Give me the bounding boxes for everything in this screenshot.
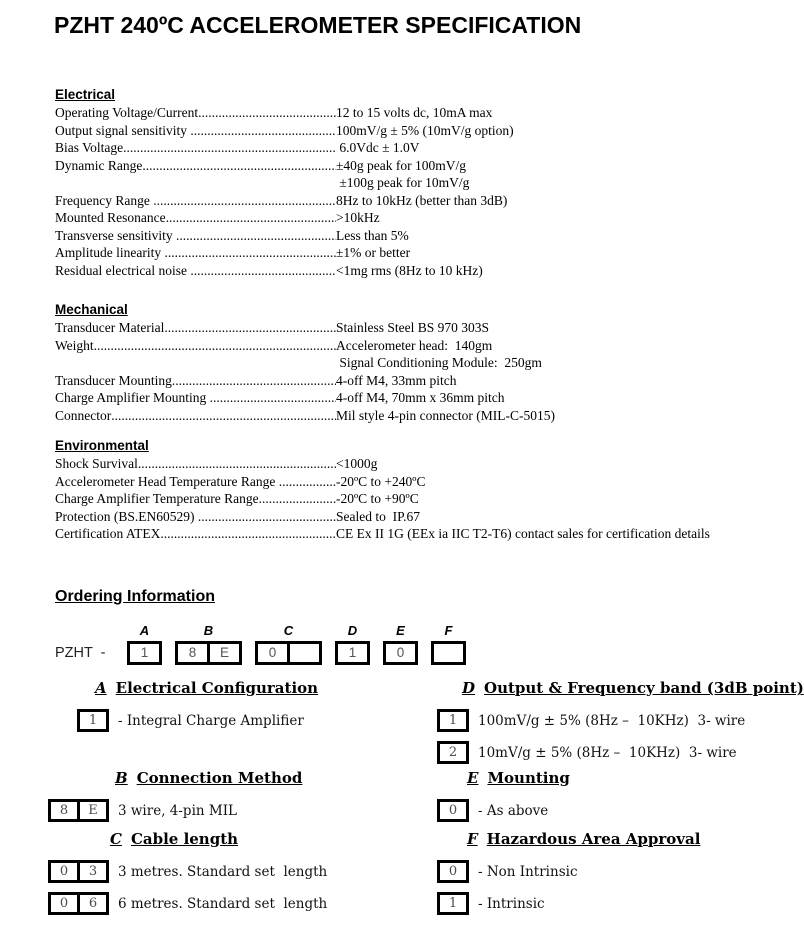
spec-label-text: Certification ATEX	[55, 526, 161, 541]
spec-label	[55, 209, 336, 227]
dot-leader	[164, 319, 336, 337]
spec-value: Sealed to IP.67	[336, 508, 420, 524]
spec-value: <1mg rms (8Hz to 10 kHz)	[336, 262, 483, 278]
spec-rows-electrical	[55, 104, 795, 279]
spec-label	[55, 319, 336, 337]
spec-label	[55, 455, 336, 473]
spec-label-text: Bias Voltage	[55, 140, 124, 155]
option-title-e: Mounting	[487, 769, 570, 787]
spec-label	[55, 139, 336, 157]
spec-value: ±40g peak for 100mV/g	[336, 157, 467, 173]
spec-label-text: Output signal sensitivity	[55, 122, 191, 138]
option-code-cell: 8	[59, 803, 69, 818]
spec-label-text: Transducer Material	[55, 320, 165, 335]
option-heading-e	[437, 769, 802, 788]
spec-label-text: Accelerometer Head Temperature Range	[55, 473, 279, 489]
section-mechanical	[55, 301, 795, 424]
spec-value: 12 to 15 volts dc, 10mA max	[336, 105, 493, 120]
option-letter-f: F	[467, 830, 478, 848]
dot-leader	[164, 244, 336, 262]
section-heading-mechanical: Mechanical	[55, 302, 128, 317]
option-heading-a	[48, 679, 400, 698]
dot-leader	[176, 227, 336, 245]
spec-row	[55, 192, 795, 210]
option-code-cell: 1	[448, 896, 458, 911]
option-heading-f	[437, 830, 802, 849]
spec-label-text: Shock Survival	[55, 456, 138, 471]
spec-label-text: Residual electrical noise	[55, 262, 191, 278]
spec-value: CE Ex II 1G (EEx ia IIC T2-T6) contact sales for certification details	[336, 526, 710, 541]
option-code-cell: 2	[448, 745, 458, 760]
option-title-a: Electrical Configuration	[115, 679, 319, 697]
code-box-a	[127, 641, 162, 665]
dot-leader	[138, 455, 336, 473]
option-code-box	[437, 741, 469, 764]
spec-row	[55, 227, 795, 245]
option-code-cell: 0	[448, 803, 458, 818]
option-row	[48, 892, 400, 915]
spec-label	[55, 508, 336, 526]
spec-label-text: Dynamic Range	[55, 157, 143, 173]
order-code-group-a	[127, 624, 162, 665]
dot-leader	[210, 389, 336, 407]
dot-leader	[94, 337, 336, 355]
option-code-cell: 0	[448, 864, 458, 879]
code-box-e	[383, 641, 418, 665]
spec-value: 4-off M4, 70mm x 36mm pitch	[336, 390, 505, 405]
spec-label-text: Transducer Mounting	[55, 372, 172, 388]
spec-value: 6.0Vdc ± 1.0V	[336, 140, 420, 155]
code-letter-c: C	[283, 623, 294, 638]
option-row	[437, 741, 802, 764]
option-row	[437, 799, 802, 822]
spec-label-text: Weight	[55, 337, 94, 353]
spec-row	[55, 157, 795, 175]
option-code-box	[437, 709, 469, 732]
spec-row	[55, 337, 795, 355]
dot-leader	[55, 354, 336, 372]
dot-leader	[55, 174, 336, 192]
code-box-b	[175, 641, 242, 665]
option-description: 6 metres. Standard set length	[118, 895, 328, 912]
option-code-box	[48, 799, 109, 822]
section-environmental	[55, 437, 795, 543]
option-row	[437, 709, 802, 732]
option-heading-c	[48, 830, 400, 849]
ordering-code-row	[55, 624, 479, 665]
option-code-cell: 1	[88, 713, 98, 728]
ordering-code-prefix: PZHT -	[55, 645, 106, 661]
spec-row	[55, 244, 795, 262]
option-section-f	[437, 830, 802, 924]
spec-value: ±100g peak for 10mV/g	[336, 175, 470, 190]
spec-label	[55, 192, 336, 210]
spec-value: Signal Conditioning Module: 250gm	[336, 355, 542, 370]
dot-leader	[279, 473, 336, 491]
spec-label	[55, 244, 336, 262]
option-section-b	[48, 769, 400, 831]
option-description: - As above	[478, 802, 549, 819]
spec-row	[55, 354, 795, 372]
spec-row	[55, 455, 795, 473]
code-letter-f: F	[444, 623, 453, 638]
option-description: 3 metres. Standard set length	[118, 863, 328, 880]
page-title: PZHT 240ºC ACCELEROMETER SPECIFICATION	[54, 12, 582, 38]
spec-row	[55, 473, 795, 491]
spec-label-text: Charge Amplifier Mounting	[55, 390, 210, 405]
spec-label-text: Protection (BS.EN60529)	[55, 508, 198, 524]
option-code-box	[437, 799, 469, 822]
option-letter-a: A	[95, 679, 107, 697]
spec-value: Accelerometer head: 140gm	[336, 337, 493, 353]
option-section-a	[48, 679, 400, 741]
spec-label	[55, 122, 336, 140]
section-heading-electrical: Electrical	[55, 87, 116, 102]
spec-row	[55, 372, 795, 390]
spec-value: Stainless Steel BS 970 303S	[336, 320, 490, 335]
spec-value: -20ºC to +90ºC	[336, 491, 419, 506]
spec-value: Less than 5%	[336, 227, 409, 243]
dot-leader	[198, 104, 336, 122]
dot-leader	[142, 157, 336, 175]
section-heading-environmental: Environmental	[55, 438, 149, 453]
code-letter-b: B	[203, 623, 214, 638]
option-title-d: Output & Frequency band (3dB point)	[484, 679, 804, 697]
spec-row	[55, 407, 795, 425]
code-box-d	[335, 641, 370, 665]
option-description: 100mV/g ± 5% (8Hz – 10KHz) 3- wire	[478, 712, 746, 729]
code-cell: 1	[348, 645, 357, 660]
spec-label	[55, 262, 336, 280]
spec-row	[55, 139, 795, 157]
code-letter-d: D	[347, 623, 358, 638]
option-row	[48, 799, 400, 822]
spec-label-text: Transverse sensitivity	[55, 227, 176, 243]
spec-label	[55, 354, 336, 372]
spec-value: 100mV/g ± 5% (10mV/g option)	[336, 122, 514, 138]
spec-rows-environmental	[55, 455, 795, 543]
option-description: - Intrinsic	[478, 895, 545, 912]
spec-sections	[55, 86, 795, 543]
option-title-f: Hazardous Area Approval	[486, 830, 701, 848]
spec-value: Mil style 4-pin connector (MIL-C-5015)	[336, 407, 555, 423]
option-description: 3 wire, 4-pin MIL	[118, 802, 237, 819]
order-code-group-e	[383, 624, 418, 665]
spec-label	[55, 227, 336, 245]
spec-label	[55, 407, 336, 425]
spec-row	[55, 508, 795, 526]
spec-label	[55, 174, 336, 192]
spec-label-text: Amplitude linearity	[55, 245, 165, 260]
code-cell: 1	[140, 645, 149, 660]
dot-leader	[190, 262, 336, 280]
spec-value: >10kHz	[336, 210, 380, 225]
option-code-box	[48, 860, 109, 883]
option-code-cell: 0	[59, 896, 69, 911]
spec-row	[55, 262, 795, 280]
option-code-cell: 6	[77, 895, 106, 912]
dot-leader	[190, 122, 336, 140]
option-row	[48, 860, 400, 883]
order-code-group-c	[255, 624, 322, 665]
spec-value: ±1% or better	[336, 245, 411, 260]
spec-label	[55, 104, 336, 122]
option-code-box	[437, 860, 469, 883]
spec-label-text: Charge Amplifier Temperature Range	[55, 491, 259, 506]
order-code-group-b	[175, 624, 242, 665]
dot-leader	[160, 525, 336, 543]
option-letter-d: D	[462, 679, 476, 697]
spec-value: <1000g	[336, 456, 378, 471]
option-row	[437, 892, 802, 915]
spec-label-text: Operating Voltage/Current	[55, 105, 199, 120]
option-code-cell: 1	[448, 713, 458, 728]
code-cell: 8	[188, 645, 197, 660]
code-cell	[434, 644, 463, 662]
spec-label-text: Mounted Resonance	[55, 210, 166, 225]
spec-label	[55, 525, 336, 543]
section-electrical	[55, 86, 795, 279]
code-box-f	[431, 641, 466, 665]
option-description: 10mV/g ± 5% (8Hz – 10KHz) 3- wire	[478, 744, 737, 761]
code-box-c	[255, 641, 322, 665]
dot-leader	[259, 490, 336, 508]
code-cell: 0	[268, 645, 277, 660]
spec-row	[55, 389, 795, 407]
code-cell: E	[207, 644, 239, 662]
spec-row	[55, 319, 795, 337]
option-section-d	[437, 679, 802, 773]
spec-rows-mechanical	[55, 319, 795, 424]
dot-leader	[123, 139, 336, 157]
spec-row	[55, 122, 795, 140]
option-letter-b: B	[115, 769, 128, 787]
option-heading-b	[48, 769, 400, 788]
spec-row	[55, 525, 795, 543]
option-letter-e: E	[467, 769, 479, 787]
option-section-c	[48, 830, 400, 924]
option-row	[48, 709, 400, 732]
option-code-box	[437, 892, 469, 915]
order-code-group-d	[335, 624, 370, 665]
dot-leader	[153, 192, 336, 210]
option-section-e	[437, 769, 802, 831]
dot-leader	[166, 209, 336, 227]
dot-leader	[111, 407, 336, 425]
spec-label	[55, 473, 336, 491]
spec-label-text: Frequency Range	[55, 192, 154, 208]
option-code-box	[77, 709, 109, 732]
code-cell: 0	[396, 645, 405, 660]
spec-row	[55, 174, 795, 192]
code-letter-e: E	[396, 623, 405, 638]
spec-label	[55, 337, 336, 355]
option-description: - Integral Charge Amplifier	[118, 712, 304, 729]
spec-label	[55, 157, 336, 175]
dot-leader	[172, 372, 336, 390]
spec-row	[55, 104, 795, 122]
spec-label	[55, 490, 336, 508]
option-title-c: Cable length	[130, 830, 239, 848]
dot-leader	[198, 508, 336, 526]
ordering-information-heading: Ordering Information	[55, 588, 215, 605]
spec-row	[55, 490, 795, 508]
option-code-cell: 3	[77, 863, 106, 880]
spec-value: 4-off M4, 33mm pitch	[336, 372, 457, 388]
option-code-cell: E	[77, 802, 106, 819]
option-heading-d	[437, 679, 802, 698]
option-row	[437, 860, 802, 883]
spec-value: 8Hz to 10kHz (better than 3dB)	[336, 192, 508, 208]
option-letter-c: C	[110, 830, 122, 848]
option-code-box	[48, 892, 109, 915]
spec-label	[55, 372, 336, 390]
code-letter-a: A	[139, 623, 150, 638]
spec-label	[55, 389, 336, 407]
option-code-cell: 0	[59, 864, 69, 879]
spec-row	[55, 209, 795, 227]
spec-label-text: Connector	[55, 407, 112, 423]
option-description: - Non Intrinsic	[478, 863, 578, 880]
spec-value: -20ºC to +240ºC	[336, 473, 426, 489]
code-cell	[287, 644, 319, 662]
option-title-b: Connection Method	[136, 769, 303, 787]
order-code-group-f	[431, 624, 466, 665]
